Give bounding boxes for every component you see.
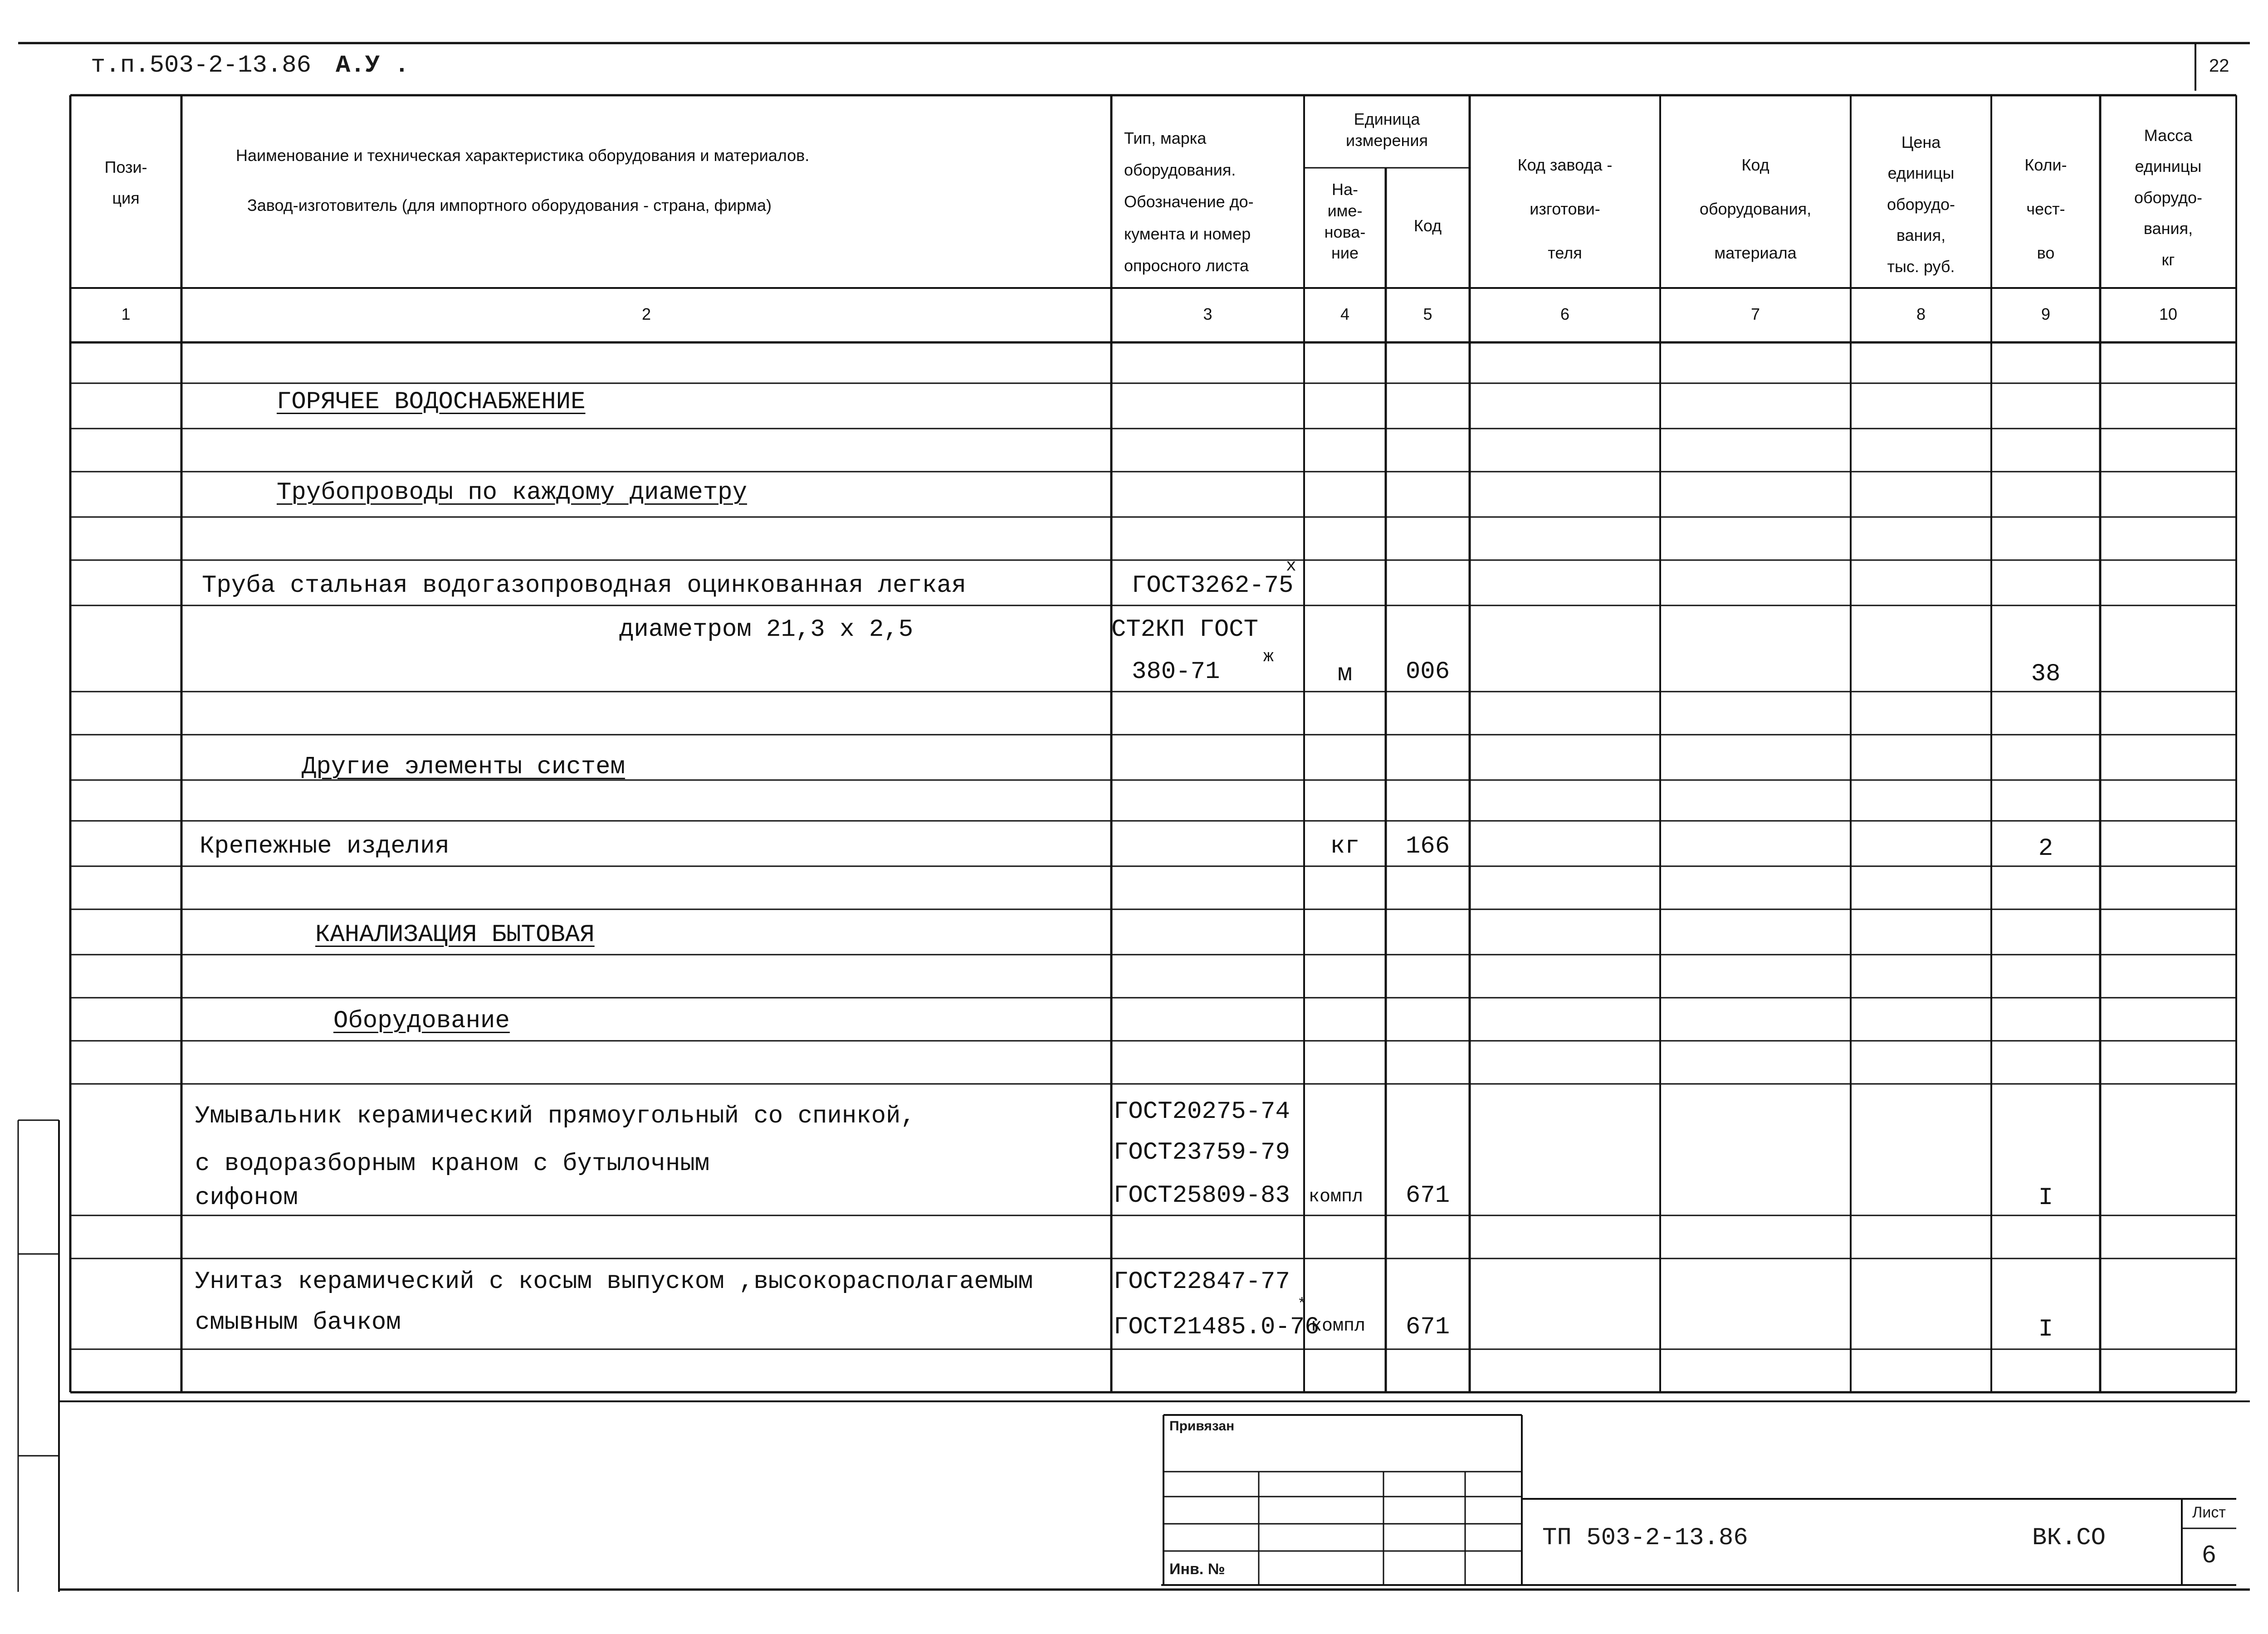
stamp-section-code: ВК.СО: [2032, 1524, 2106, 1552]
column-number-8: 8: [1916, 305, 1926, 323]
pipe-diameter: диаметром 21,3 х 2,5: [619, 616, 914, 644]
subsection-pipelines: Трубопроводы по каждому диаметру: [277, 479, 747, 507]
header-position: Пози- ция: [104, 158, 147, 208]
page-corner-number: 22: [2209, 56, 2229, 76]
column-number-10: 10: [2159, 305, 2178, 323]
stamp-attached-label: Привязан: [1169, 1419, 1235, 1434]
toilet-name-line2: смывным бачком: [195, 1309, 401, 1336]
column-number-6: 6: [1560, 305, 1570, 323]
header-quantity: Коли- чест- во: [2024, 156, 2067, 263]
sink-unit-code: 671: [1405, 1182, 1450, 1210]
pipe-name: Труба стальная водогазопроводная оцинкованная легкая: [202, 572, 967, 600]
header-name-line2: Завод-изготовитель (для импортного оборудования - страна, фирма): [247, 196, 772, 215]
fasteners-name: Крепежные изделия: [200, 833, 450, 860]
header-unit-price: Цена единицы оборудо- вания, тыс. руб.: [1887, 133, 1955, 276]
header-factory-code: Код завода - изготови- теля: [1517, 156, 1613, 263]
sink-quantity: I: [2038, 1184, 2053, 1212]
column-number-4: 4: [1340, 305, 1350, 323]
stamp-sheet-label: Лист: [2192, 1504, 2226, 1521]
toilet-standard-1: ГОСТ22847-77: [1114, 1268, 1290, 1296]
column-number-3: 3: [1203, 305, 1212, 323]
pipe-unit-code: 006: [1405, 658, 1450, 686]
subsection-other-elements: Другие элементы систем: [302, 753, 625, 781]
stamp-document-code: ТП 503-2-13.86: [1542, 1524, 1748, 1552]
pipe-standard-2: СТ2КП ГОСТ: [1111, 616, 1259, 644]
toilet-standard-2-mark: *: [1297, 1296, 1307, 1313]
fasteners-unit-code: 166: [1405, 833, 1450, 860]
sink-standard-3: ГОСТ25809-83: [1114, 1182, 1290, 1210]
subsection-equipment: Оборудование: [333, 1007, 510, 1035]
fasteners-quantity: 2: [2038, 835, 2053, 863]
header-unit-name: На- име- нова- ние: [1324, 180, 1366, 263]
sink-unit: компл: [1309, 1187, 1364, 1207]
stamp-inventory-label: Инв. №: [1169, 1561, 1225, 1578]
toilet-quantity: I: [2038, 1316, 2053, 1343]
column-number-1: 1: [121, 305, 131, 323]
sink-name-line2: с водоразборным краном с бутылочным: [195, 1150, 710, 1178]
column-number-2: 2: [641, 305, 651, 323]
pipe-standard-3: 380-71: [1132, 658, 1220, 686]
header-type: Тип, марка оборудования. Обозначение до- кумента и номер опросного листа: [1124, 129, 1254, 275]
doc-reference: т.п.503-2-13.86: [91, 52, 312, 79]
sink-name-line1: Умывальник керамический прямоугольный со спинкой,: [195, 1102, 915, 1130]
column-number-9: 9: [2041, 305, 2051, 323]
section-hot-water: ГОРЯЧЕЕ ВОДОСНАБЖЕНИЕ: [277, 388, 586, 416]
stamp-sheet-number: 6: [2202, 1541, 2216, 1568]
header-unit-mass: Масса единицы оборудо- вания, кг: [2134, 126, 2203, 269]
header-unit-code: Код: [1413, 216, 1442, 235]
toilet-standard-2: ГОСТ21485.0-76: [1114, 1313, 1320, 1341]
pipe-quantity: 38: [2031, 660, 2061, 688]
toilet-unit: компл: [1311, 1316, 1366, 1336]
sink-standard-2: ГОСТ23759-79: [1114, 1139, 1290, 1166]
pipe-standard-1-mark: х: [1286, 556, 1296, 576]
column-number-7: 7: [1750, 305, 1760, 323]
header-name-line1: Наименование и техническая характеристика оборудования и материалов.: [236, 146, 810, 165]
header-unit: Единица измерения: [1346, 110, 1428, 150]
fasteners-unit: кг: [1330, 833, 1360, 860]
toilet-unit-code: 671: [1405, 1313, 1450, 1341]
header-equipment-code: Код оборудования, материала: [1699, 156, 1812, 263]
toilet-name-line1: Унитаз керамический с косым выпуском ,высокорасполагаемым: [195, 1268, 1033, 1296]
doc-suffix: А.У .: [336, 52, 410, 79]
column-number-5: 5: [1423, 305, 1432, 323]
pipe-standard-3-mark: ж: [1263, 647, 1274, 667]
pipe-standard-1: ГОСТ3262-75: [1132, 572, 1294, 600]
pipe-unit: м: [1337, 660, 1353, 688]
section-household-sewer: КАНАЛИЗАЦИЯ БЫТОВАЯ: [315, 921, 595, 949]
sink-name-line3: сифоном: [195, 1184, 298, 1212]
sink-standard-1: ГОСТ20275-74: [1114, 1098, 1290, 1126]
